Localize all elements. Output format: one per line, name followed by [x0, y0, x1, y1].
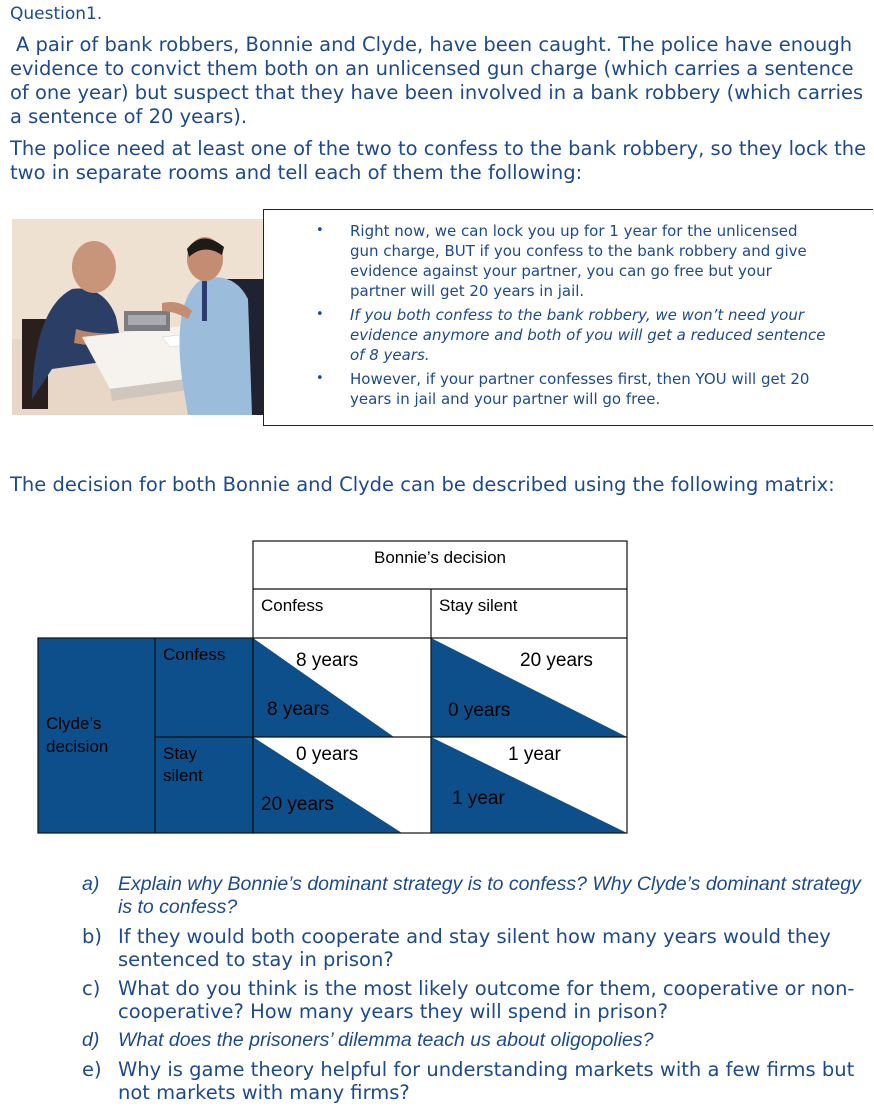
column-option-confess: Confess — [261, 596, 324, 615]
payoff-sc-clyde: 20 years — [261, 794, 334, 815]
question-label: c) — [82, 977, 101, 1000]
row-option-confess: Confess — [163, 645, 226, 664]
payoff-cs-clyde: 0 years — [448, 700, 511, 721]
police-statement-1: • Right now, we can lock you up for 1 year for the unlicensed gun charge, BUT if you confess to the bank robbery and give evidence against your partner, you can go free but your partner will get 20 years in jail. — [306, 221, 826, 301]
question-label: d) — [82, 1029, 100, 1051]
question-a — [82, 873, 872, 919]
row-header-line-2: decision — [46, 737, 109, 756]
question-text: If they would both cooperate and stay silent how many years would they sentenced to stay in prison? — [118, 925, 831, 971]
questions-list — [82, 873, 872, 1110]
intro-paragraph-1: A pair of bank robbers, Bonnie and Clyde, have been caught. The police have enough evidence to convict them both on an unlicensed gun charge (which carries a sentence of one year) but suspect that they have been involved in a bank robbery (which carries a sentence of 20 years). — [10, 33, 864, 128]
payoff-ss-clyde: 1 year — [452, 788, 505, 809]
payoff-cc-clyde: 8 years — [267, 699, 330, 720]
payoff-ss-bonnie: 1 year — [508, 744, 561, 765]
column-option-stay-silent: Stay silent — [439, 596, 518, 615]
question-d — [82, 1029, 872, 1052]
question-text: Explain why Bonnie’s dominant strategy is to confess? Why Clyde’s dominant strategy is to confess? — [118, 873, 861, 918]
question-text: What do you think is the most likely outcome for them, cooperative or non-cooperative? How many years they will spend in prison? — [118, 977, 855, 1023]
question-label: e) — [82, 1058, 102, 1081]
row-option-silent: silent — [163, 766, 203, 785]
question-heading: Question1. — [10, 4, 103, 24]
intro-paragraph-2: The police need at least one of the two to confess to the bank robbery, so they lock the two in separate rooms and tell each of them the following: — [10, 137, 867, 184]
row-option-stay: Stay — [163, 744, 198, 763]
row-options-cell — [155, 638, 253, 833]
question-label: a) — [82, 873, 100, 895]
row-header-line-1: Clyde’s — [46, 714, 102, 733]
question-e — [82, 1058, 872, 1104]
payoff-cc-bonnie: 8 years — [296, 650, 359, 671]
question-text: What does the prisoners’ dilemma teach us about oligopolies? — [118, 1029, 654, 1051]
payoff-cs-bonnie: 20 years — [520, 650, 593, 671]
question-text: Why is game theory helpful for understanding markets with a few firms but not markets with many firms? — [118, 1058, 855, 1104]
police-statement-3: • However, if your partner confesses first, then YOU will get 20 years in jail and your partner will go free. — [306, 369, 826, 409]
question-c — [82, 977, 872, 1023]
column-header: Bonnie’s decision — [374, 548, 506, 567]
row-header-cell — [38, 638, 155, 833]
question-b — [82, 925, 872, 971]
police-statement-2: • If you both confess to the bank robbery, we won’t need your evidence anymore and both of you will get a reduced sentence of 8 years. — [306, 305, 826, 365]
question-label: b) — [82, 925, 102, 948]
matrix-intro: The decision for both Bonnie and Clyde can be described using the following matrix: — [10, 473, 835, 496]
payoff-sc-bonnie: 0 years — [296, 744, 359, 765]
